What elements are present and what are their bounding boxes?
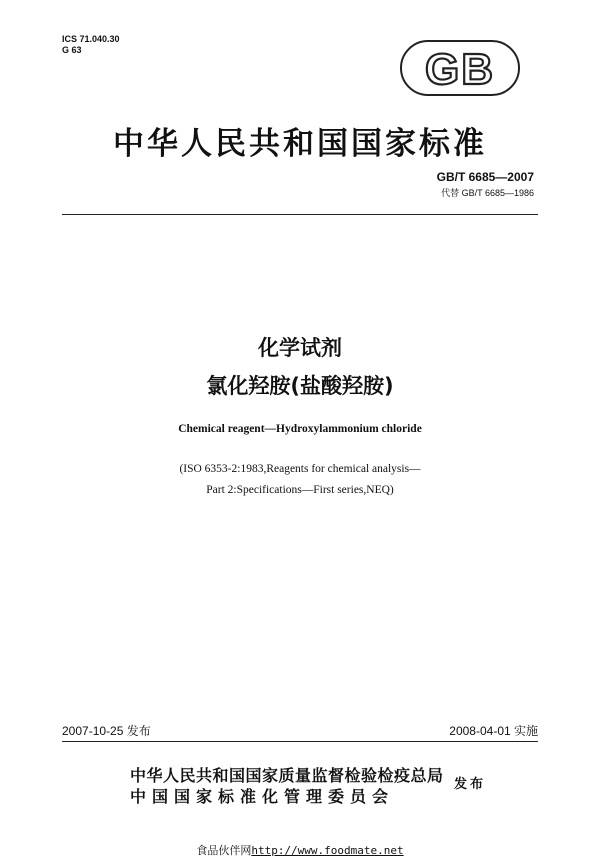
footer-url[interactable]: http://www.foodmate.net [251, 844, 404, 857]
iso-reference-line2: Part 2:Specifications—First series,NEQ) [206, 484, 394, 496]
top-divider [62, 214, 538, 215]
replaced-standard: 代替 GB/T 6685—1986 [441, 188, 534, 198]
issuer-aqsiq: 中华人民共和国国家质量监督检验检疫总局 [130, 766, 444, 785]
org-title: 中华人民共和国国家标准 [113, 126, 487, 162]
publish-label: 发布 [454, 777, 487, 792]
standard-number: GB/T 6685—2007 [436, 170, 534, 184]
gb-logo [400, 40, 520, 96]
classification-codes [62, 34, 120, 56]
gb-logo-text: GB [425, 45, 495, 94]
footer-prefix: 食品伙伴网 [196, 844, 252, 857]
title-en: Chemical reagent—Hydroxylammonium chloride [178, 423, 422, 435]
ics-code: ICS 71.040.30 [62, 34, 120, 44]
footer-watermark [0, 842, 600, 858]
title-cn-line1: 化学试剂 [258, 336, 342, 360]
issue-date: 2007-10-25 发布 [62, 724, 151, 738]
title-cn-line2: 氯化羟胺(盐酸羟胺) [206, 374, 394, 398]
issuer-sac: 中国国家标准化管理委员会 [130, 787, 395, 806]
ccs-code: G 63 [62, 45, 82, 55]
implementation-date: 2008-04-01 实施 [449, 724, 538, 738]
bottom-divider [62, 741, 538, 742]
iso-reference-line1: (ISO 6353-2:1983,Reagents for chemical analysis— [179, 463, 421, 475]
